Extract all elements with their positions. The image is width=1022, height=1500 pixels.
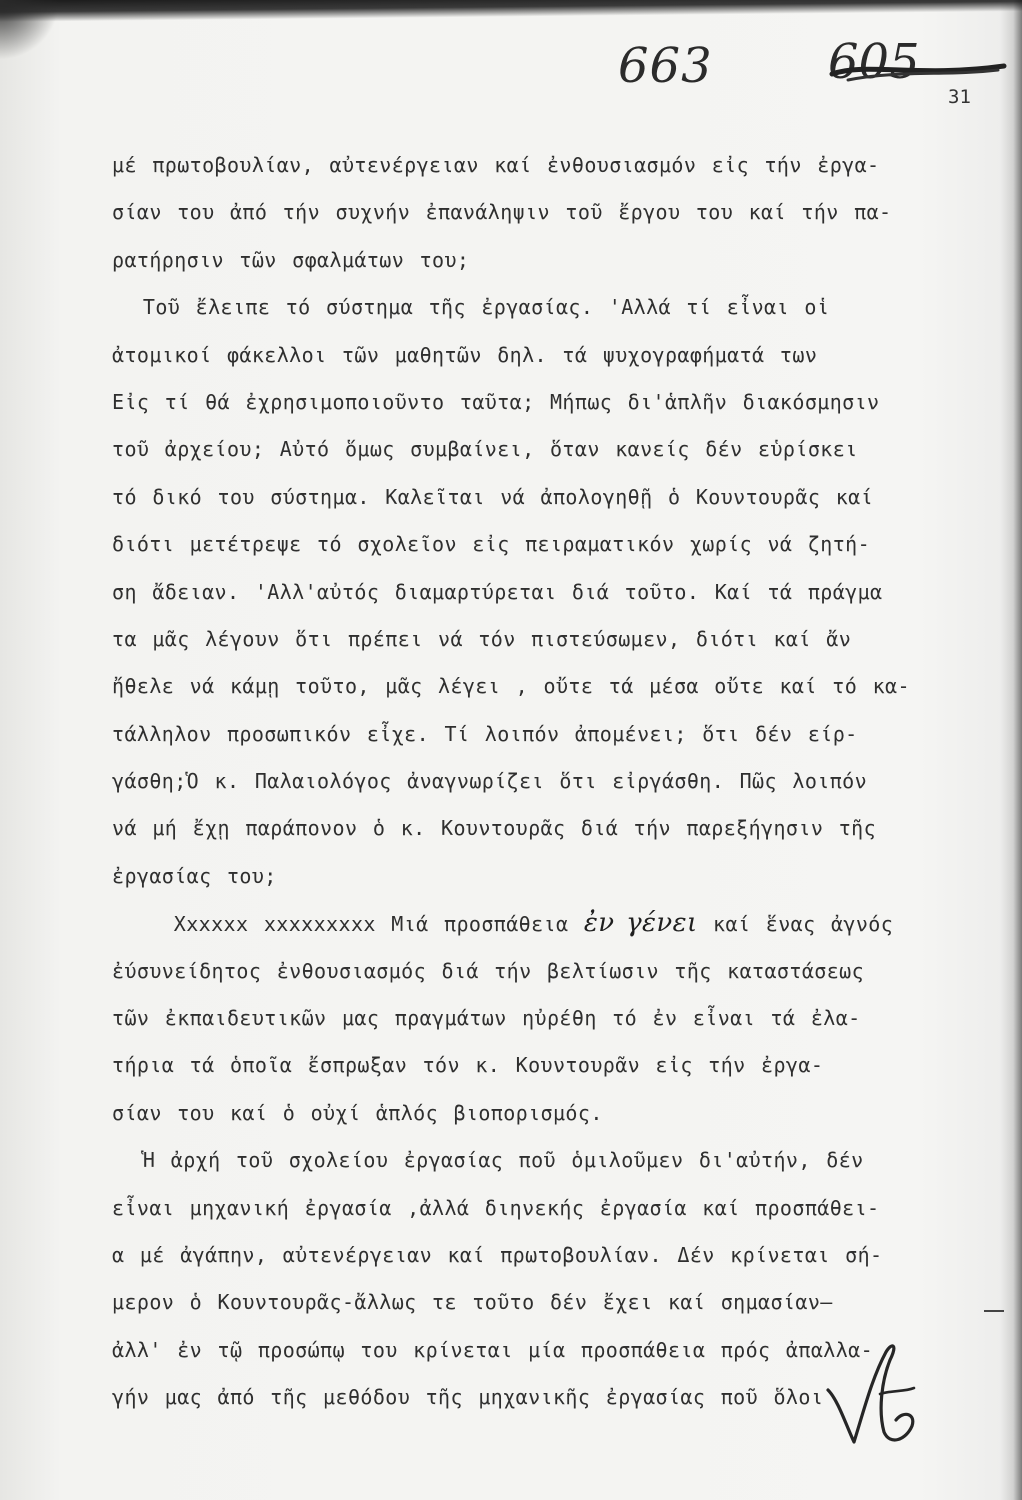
text-line: διότι μετέτρεψε τό σχολεῖον εἰς πειραματικόν χωρίς νά ζητή- — [112, 532, 871, 557]
typed-fragment: Xxxxxx xxxxxxxxx Μιά προσπάθεια — [112, 912, 569, 937]
text-line: ρατήρησιν τῶν σφαλμάτων του; — [112, 247, 470, 272]
strike-ink-mark — [828, 58, 1008, 88]
text-line: Τοῦ ἔλειπε τό σύστημα τῆς ἐργασίας. 'Αλλά τί εἶναι οἱ — [112, 295, 830, 320]
text-line: ἀτομικοί φάκελλοι τῶν μαθητῶν δηλ. τά ψυχογραφήματά των — [112, 342, 818, 367]
scan-corner-shadow — [0, 0, 60, 60]
text-line: τάλληλον προσωπικόν εἶχε. Τί λοιπόν ἀπομένει; ὅτι δέν είρ- — [112, 721, 858, 746]
text-line: τήρια τά ὁποῖα ἔσπρωξαν τόν κ. Κουντουρᾶν εἰς τήν ἐργα- — [112, 1053, 824, 1078]
text-line: τῶν ἐκπαιδευτικῶν μας πραγμάτων ηὐρέθη τό ἐν εἶναι τά ἐλα- — [112, 1006, 861, 1031]
text-line: σίαν του ἀπό τήν συχνήν ἐπανάληψιν τοῦ ἔργου του καί τήν πα- — [112, 200, 892, 225]
typed-text-body — [112, 142, 992, 1422]
text-line: σίαν του καί ὁ οὐχί ἁπλός βιοπορισμός. — [112, 1100, 603, 1125]
text-line: τα μᾶς λέγουν ὅτι πρέπει νά τόν πιστεύσωμεν, διότι καί ἄν — [112, 626, 852, 651]
scan-top-shadow — [0, 0, 1022, 22]
text-line: α μέ ἀγάπην, αὐτενέργειαν καί πρωτοβουλίαν. Δέν κρίνεται σή- — [112, 1242, 883, 1267]
page-number: 31 — [948, 86, 971, 108]
handwritten-insert: ἐν γένει — [583, 908, 698, 939]
text-line: τό δικό του σύστημα. Καλεῖται νά ἀπολογηθῇ ὁ Κουντουρᾶς καί — [112, 484, 874, 509]
text-line-with-handwriting — [112, 900, 992, 947]
handwritten-signature-icon — [820, 1330, 930, 1450]
text-line: γάσθη;Ὁ κ. Παλαιολόγος ἀναγνωρίζει ὅτι εἰργάσθη. Πῶς λοιπόν — [112, 769, 868, 794]
text-line: ἐύσυνείδητος ἐνθουσιασμός διά τήν βελτίωσιν τῆς καταστάσεως — [112, 958, 865, 983]
margin-mark — [984, 1310, 1004, 1312]
text-line: Ἡ ἀρχή τοῦ σχολείου ἐργασίας ποῦ ὁμιλοῦμεν δι'αὐτήν, δέν — [112, 1148, 864, 1173]
text-line: τοῦ ἀρχείου; Αὐτό ὅμως συμβαίνει, ὅταν κανείς δέν εὑρίσκει — [112, 437, 858, 462]
text-line: Εἰς τί θά ἐχρησιμοποιοῦντο ταῦτα; Μήπως δι'ἁπλῆν διακόσμησιν — [112, 389, 880, 414]
text-line: νά μή ἔχῃ παράπονον ὁ κ. Κουντουρᾶς διά τήν παρεξήγησιν τῆς — [112, 816, 877, 841]
text-line: ση ἄδειαν. 'Αλλ'αὐτός διαμαρτύρεται διά τοῦτο. Καί τά πράγμα — [112, 579, 883, 604]
text-line: εἶναι μηχανική ἐργασία ,ἀλλά διηνεκής ἐργασία καί προσπάθει- — [112, 1195, 880, 1220]
scan-right-edge — [1000, 0, 1022, 1500]
text-line: ἤθελε νά κάμῃ τοῦτο, μᾶς λέγει , οὔτε τά μέσα οὔτε καί τό κα- — [112, 674, 910, 699]
typed-fragment: καί ἕνας ἀγνός — [713, 912, 894, 937]
text-line: μέ πρωτοβουλίαν, αὐτενέργειαν καί ἐνθουσιασμόν εἰς τήν ἐργα- — [112, 153, 880, 177]
text-line: γήν μας ἀπό τῆς μεθόδου τῆς μηχανικῆς ἐργασίας ποῦ ὅλοι — [112, 1385, 824, 1410]
text-line: μερον ὁ Κουντουρᾶς-ἄλλως τε τοῦτο δέν ἔχει καί σημασίαν— — [112, 1290, 833, 1315]
text-line: ἀλλ' ἐν τῷ προσώπῳ του κρίνεται μία προσπάθεια πρός ἀπαλλα- — [112, 1337, 874, 1362]
text-line: ἐργασίας του; — [112, 863, 277, 888]
handwritten-folio-number-crossed: 605 — [828, 34, 920, 90]
handwritten-folio-number: 663 — [618, 38, 713, 94]
